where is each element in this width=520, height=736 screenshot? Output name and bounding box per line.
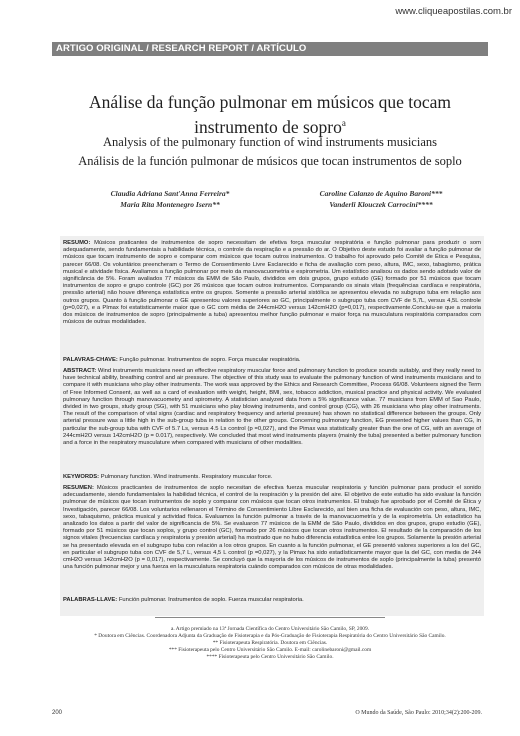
author-name: Claudia Adriana Sant'Anna Ferreira* [110,189,230,198]
resumo-text: Músicos praticantes de instrumentos de sopro necessitam de efetiva força muscular respiratória e função pulmonar para produzir o som adequadamente, sendo fundamentais a habilidade técnica, o controle da respiração e a pressão do ar. O Objetivo deste estudo foi avaliar a função pulmonar de músicos que tocam instrumento de sopro e comparar com músicos que tocam outros instrumentos. O trabalho foi aprovado pelo Comitê de Ética e Pesquisa, parecer 66/08. Os voluntários preencheram o Termo de Consentimento Livre Esclarecido e ficha de avaliação com peso, altura, IMC, sexo, tabagismo, prática musical e atividade física. Avaliamos a função pulmonar por meio da manovacuometria e espirometria. Um estatístico analisou os dados sendo adotado valor de significância de 5%. Foram avaliados 77 músicos da EMM de São Paulo, divididos em dois grupos, grupo estudo (GE) formado por 51 músicos que tocam instrumentos de sopro e grupo controle (GC) por 26 músicos que tocam outros instrumentos. Comparando os sinais vitais (frequências cardíaca e respiratória, pressão arterial) não houve diferença estatística entre os grupos. Somente a pressão arterial sistólica se apresentou elevada no subgrupo tuba em relação aos outros grupos. Quanto à função pulmonar o GE apresentou valores superiores ao GC, principalmente o subgrupo tuba com CVF de 5,7L, versus 4,5L controle (p=0,027), e a PImax foi estatisticamente maior que o GC com média de 244cmH2O versus 142cmH2O (p=0,017), respectivamente.Concluiu-se que a maioria dos músicos de instrumentos de sopro (principalmente a tuba) apresentou melhor função pulmonar e maior força na musculatura respiratória comparados com músicos de outras modalidades. [63,240,481,326]
journal-reference: O Mundo da Saúde, São Paulo: 2010;34(2):200-209. [355,710,482,716]
palavras-text: Função pulmonar. Instrumentos de sopro. Força muscular respiratória. [119,357,301,363]
keywords-label: KEYWORDS: [63,474,100,480]
palabras-text: Función pulmonar. Instrumentos de soplo. Fuerza muscular respiratoria. [118,597,304,603]
resumen-text: Músicos practicantes de instrumentos de soplo necesitan de efectiva fuerza muscular respiratoria y función pulmonar para producir el sonido adecuadamente, siendo fundamentales la habilidad técnica, el control de la respiración y la presión del aire. El objetivo de este estudio ha sido evaluar la función pulmonar de músicos que tocan instrumentos de soplo y comparar con músicos que tocan otros instrumentos. El trabajo fue aprobado por el Comité de Ética y Investigación, parecer 66/08. Los voluntarios rellenaron el Término de Consentimiento Libre Esclarecido, así bien una ficha de evaluación con peso, altura, IMC, sexo, tabaquismo, práctica musical y actividad física. Evaluamos la función pulmonar a través de la manovacuometría y de la espirometría. Un estadístico ha analizado los datos a partir del valor de significancia de 5%. Se evaluaron 77 músicos de la EMM de São Paulo, divididos en dos grupos, grupo estudio (GE), formado por 51 músicos que tocan soplos, y grupo control (GC), formado por 26 músicos que tocan otros instrumentos. El resultado de la comparación de los signos vitales (frecuencias cardíaca y respiratoria y presión arterial) ha mostrado que no hubo diferencia estadística entre los grupos. Solamente la presión arterial se ha presentado elevada en el subgrupo tuba con relación a los otros grupos. En cuanto a la función pulmonar, el GE presentó valores superiores a los del GC, en particular el subgrupo tuba con CVF de 5,7 L, versus 4,5 L control (p =0,027), y la Pimax ha sido estadísticamente mayor que la del GC, con media de 244 cmH2O versus 142cmH2O (p = 0,017), respectivamente. Se concluyó que la mayoría de los músicos de instrumentos de soplo (principalmente la tuba) presentó una función pulmonar mejor y una fuerza en la musculatura respiratoria cuándo comparados con músicos de otras modalidades. [63,485,481,571]
title-english: Analysis of the pulmonary function of wind instruments musicians [103,135,437,149]
abstract-paragraph [63,368,481,447]
keywords-text: Pulmonary function. Wind instruments. Respiratory muscular force. [100,474,273,480]
title-spanish: Análisis de la función pulmonar de músicos que tocan instrumentos de soplo [78,154,462,168]
palabras-label: PALABRAS-LLAVE: [63,597,118,603]
keywords [63,474,481,481]
title-portuguese [52,92,488,138]
page-number: 200 [52,710,63,716]
footnote-divider [155,617,385,618]
resumen-label: RESUMEN: [63,485,94,491]
author-name: Vanderli Klouczek Carrocini**** [329,200,433,209]
author-name: Caroline Calanzo de Aquino Baroni*** [319,189,443,198]
site-watermark: www.cliqueapostilas.com.br [395,6,512,17]
footnote: **** Fisioterapeuta pelo Centro Universitário São Camilo. [206,654,334,660]
resumo-paragraph [63,240,481,326]
footnote: a. Artigo premiado na 13ª Jornada Científica do Centro Universitário São Camilo, SP, 2009. [170,626,370,632]
title-pt-footnote-mark: a [341,118,346,128]
author-name: Maria Rita Montenegro Isern** [120,200,220,209]
abstract-text: Wind instruments musicians need an effective respiratory muscular force and pulmonary function to produce sounds suitably, and they really need to have technical ability, breathing control and air pressure. The objective of this study was to evaluate the pulmonary function of wind instruments musicians and to compare it with musicians who play other instruments. The work was approved by the Ethics and Research Committee, Process 66/08. Volunteers signed the Term of Free Informed Consent, as well as a card of evaluation with weight, height, BMI, sex, tobacco addiction, musical practice and physical activity. We evaluated pulmonary function through manovacuometry and spirometry. A statistician analyzed data from a 5% significance value. 77 musicians from EMM of Sao Paulo, divided in two groups, study group (SG), with 51 musicians who play blowing instruments, and control group (CG), with 26 musicians who play other instruments. The result of the comparison of vital signs (cardiac and respiratory frequency and arterial pressure) has shown no statistical difference between the groups. Only arterial pressure was a little high in the sub-group tuba in relation to the other groups. Concerning pulmonary function, EG presented higher values than CG, in particular the sub-group tuba with CVF of 5.7 Ls, versus 4.5 Ls control (p =0,027), and the Pimax was statistically greater than the one of CG, with an average of 244cmH2O versus 142cmH2O (p = 0.017), respectively. We concluded that most wind instruments players (mainly the tuba) presented a better pulmonary function and a force in the respiratory musculature when compared with musicians of other modalities. [63,368,481,447]
footnote: * Doutora em Ciências. Coordenadora Adjunta da Graduação de Fisioterapia e da Pós-Graduação de Fisioterapia Respiratória do Centro Universitário São Camilo. [94,633,446,639]
abstract-label: ABSTRACT: [63,368,97,374]
section-banner: ARTIGO ORIGINAL / RESEARCH REPORT / ARTÍCULO [52,42,488,56]
footnote: *** Fisioterapeuta pelo Centro Universitário São Camilo. E-mail: carolinebaroni@gmail.com [168,647,372,653]
footnote: ** Fisioterapeuta Respiratória. Doutora em Ciências. [212,640,328,646]
authors-left [80,188,260,210]
authors-right [296,188,466,210]
title-pt-text: Análise da função pulmonar em músicos que tocam instrumento de sopro [88,92,452,137]
resumo-label: RESUMO: [63,240,91,246]
palavras-chave [63,357,481,364]
palavras-label: PALAVRAS-CHAVE: [63,357,118,363]
resumen-paragraph [63,485,481,571]
palabras-llave [63,597,481,604]
